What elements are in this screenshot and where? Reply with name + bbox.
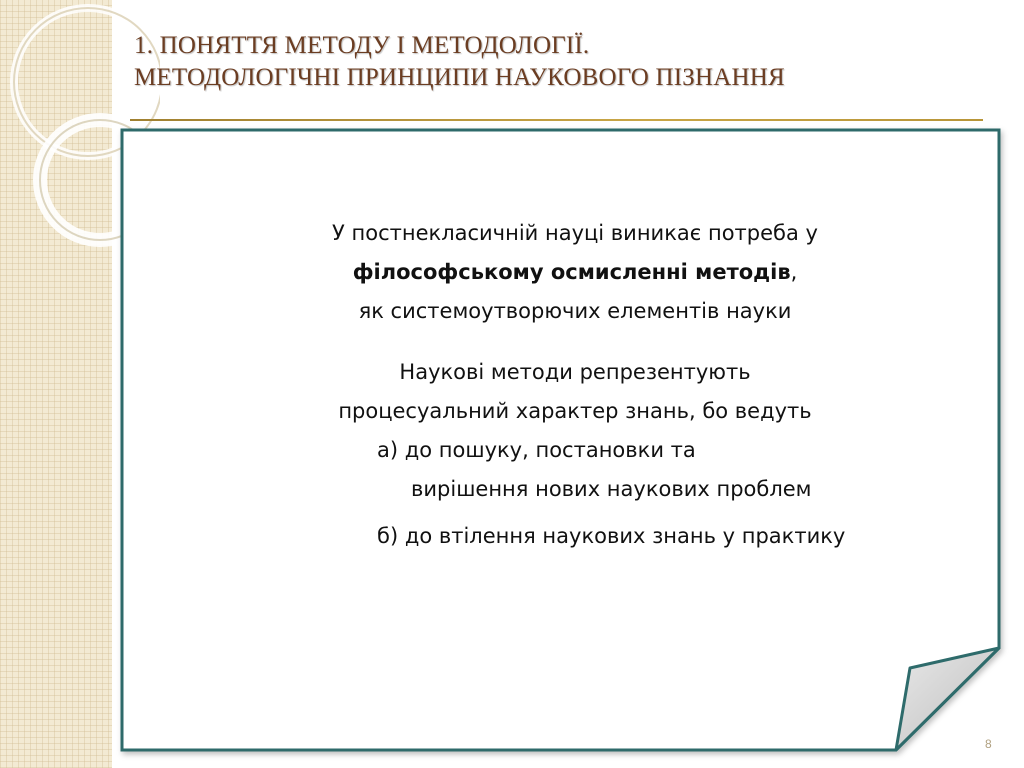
paragraph-2-line-1: Наукові методи репрезентують — [399, 360, 751, 384]
list-item-a-line-1: а) до пошуку, постановки та — [377, 438, 696, 462]
paragraph-1-line-2 — [140, 253, 1010, 292]
paragraph-1-line-3: як системоутворючих елементів науки — [358, 299, 792, 323]
title-line-2: МЕТОДОЛОГІЧНІ ПРИНЦИПИ НАУКОВОГО ПІЗНАННЯ — [134, 64, 785, 91]
list-item-b: б) до втілення наукових знань у практику — [377, 524, 846, 548]
emphasis-phrase: філософському осмисленні методів — [352, 260, 791, 284]
emphasis-comma: , — [790, 260, 798, 284]
slide-body — [140, 214, 1010, 556]
paragraph-1-line-1: У постнекласичній науці виникає потреба у — [332, 221, 818, 245]
title-line-1: 1. ПОНЯТТЯ МЕТОДУ І МЕТОДОЛОГІЇ. — [134, 32, 590, 59]
page-number: 8 — [985, 737, 992, 751]
paragraph-2-line-2: процесуальний характер знань, бо ведуть — [338, 399, 812, 423]
list-item-a-line-2: вирішення нових наукових проблем — [411, 477, 812, 501]
